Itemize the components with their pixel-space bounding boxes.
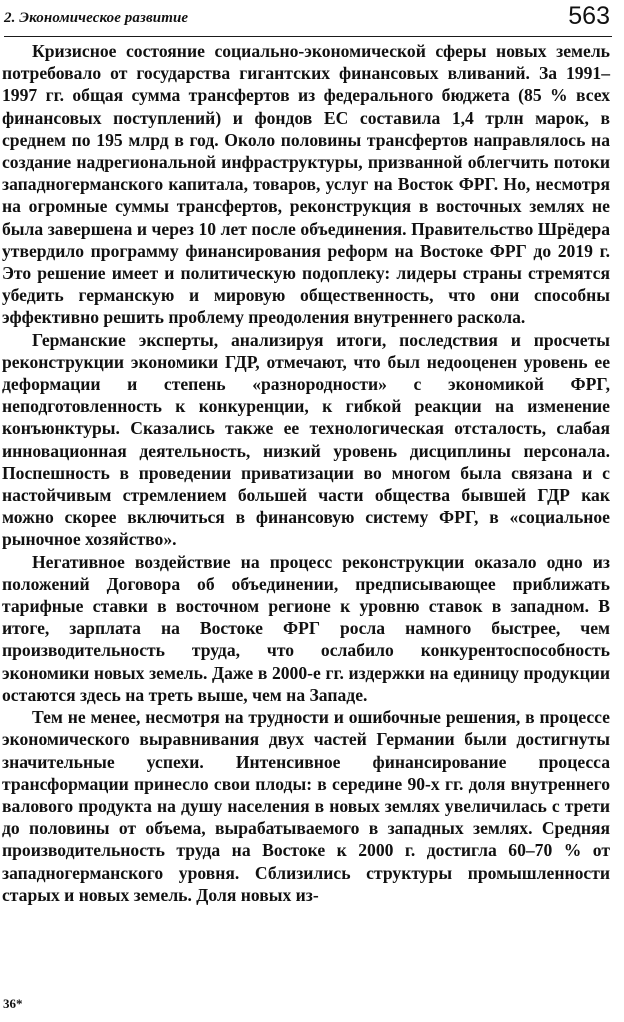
running-header bbox=[4, 2, 612, 37]
section-title: 2. Экономическое развитие bbox=[4, 10, 189, 26]
page-number: 563 bbox=[568, 2, 610, 30]
paragraph-3: Негативное воздействие на процесс реконструкции оказало одно из положений Договора об объединении, предписывающее приближать тарифные ставки в восточном регионе к уровню ставок в западном. В итоге, зарплата на Востоке ФРГ росла намного быстрее, чем производительность труда, что ослабило конкурентоспособность экономики новых земель. Даже в 2000-е гг. издержки на единицу продукции остаются здесь на треть выше, чем на Западе. bbox=[2, 551, 610, 705]
paragraph-1: Кризисное состояние социально-экономической сферы новых земель потребовало от государства гигантских финансовых вливаний. За 1991–1997 гг. общая сумма трансфертов из федерального бюджета (85 % всех финансовых поступлений) и фондов ЕС составила 1,4 трлн марок, в среднем по 195 млрд в год. Около половины трансфертов направлялось на создание надрегиональной инфраструктуры, призванной облегчить потоки западногерманского капитала, товаров, услуг на Восток ФРГ. Но, несмотря на огромные суммы трансфертов, реконструкция в восточных землях не была завершена и через 10 лет после объединения. Правительство Шрёдера утвердило программу финансирования реформ на Востоке ФРГ до 2019 г. Это решение имеет и политическую подоплеку: лидеры страны стремятся убедить германскую и мировую общественность, что они способны эффективно решить проблему преодоления внутреннего раскола. bbox=[2, 41, 610, 328]
printer-signature-mark: 36* bbox=[3, 996, 23, 1011]
paragraph-4: Тем не менее, несмотря на трудности и ошибочные решения, в процессе экономического выравнивания двух частей Германии были достигнуты значительные успехи. Интенсивное финансирование процесса трансформации принесло свои плоды: в середине 90-х гг. доля внутреннего валового продукта на душу населения в новых землях увеличилась с трети до половины от объема, вырабатываемого в западных землях. Средняя производительность труда на Востоке к 2000 г. достигла 60–70 % от западногерманского уровня. Сблизились структуры промышленности старых и новых земель. Доля новых из- bbox=[2, 707, 610, 905]
paragraph-2: Германские эксперты, анализируя итоги, последствия и просчеты реконструкции экономики ГДР, отмечают, что был недооценен уровень ее деформации и степень «разнородности» с экономикой ФРГ, неподготовленность к конкуренции, к гибкой реакции на изменение конъюнктуры. Сказались также ее технологическая отсталость, слабая инновационная деятельность, низкий уровень дисциплины персонала. Поспешность в проведении приватизации во многом была связана и с настойчивым стремлением большей части общества бывшей ГДР как можно скорее включиться в финансовую систему ФРГ, в «социальное рыночное хозяйство». bbox=[2, 329, 610, 550]
body-text bbox=[2, 40, 610, 906]
